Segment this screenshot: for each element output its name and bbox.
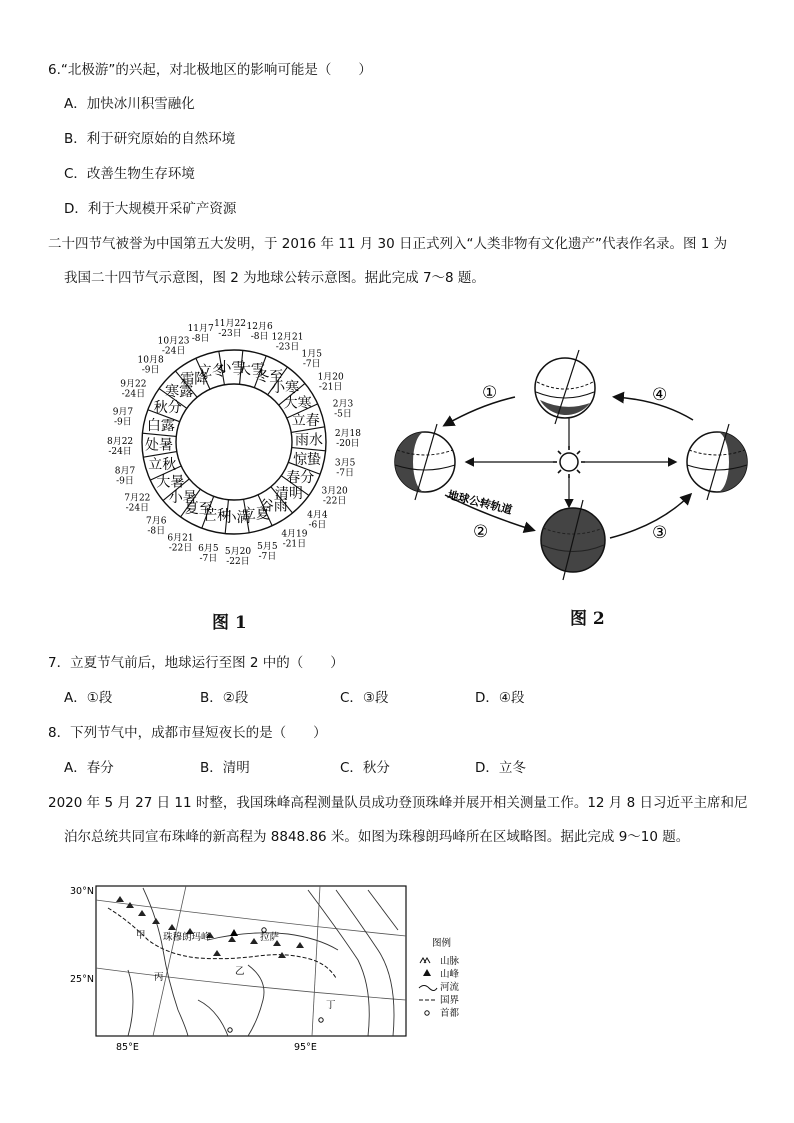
earth-left-icon <box>395 424 455 500</box>
map-legend <box>419 937 460 1019</box>
place-ding: 丁 <box>326 1000 336 1011</box>
solar-term-label: 冬至 <box>255 368 284 385</box>
solar-term-label: 小满 <box>222 509 251 526</box>
lhasa-label: 拉萨 <box>260 932 280 943</box>
q7-option-d: D．④段 <box>475 690 525 706</box>
solar-term-label: 秋分 <box>153 399 182 416</box>
map-svg <box>68 860 488 1060</box>
solar-term-label: 立春 <box>291 413 320 430</box>
question-7-stem: 7．立夏节气前后，地球运行至图 2 中的（ ） <box>48 655 344 671</box>
everest-region-map <box>68 860 488 1060</box>
solar-term-date: 10月23 -24日 <box>157 336 190 357</box>
solar-term-date: 12月21 -23日 <box>271 332 304 353</box>
intro-paragraph-1-line-1: 二十四节气被誉为中国第五大发明，于 2016 年 11 月 30 日正式列入“人类非物有文化遗产”代表作名录。图 1 为 <box>48 236 728 252</box>
solar-term-label: 大寒 <box>283 395 312 412</box>
place-bing: 丙 <box>154 972 164 983</box>
solar-term-date: 5月5 -7日 <box>257 542 278 563</box>
legend-mountain: 山脉 <box>440 956 460 967</box>
solar-term-date: 4月4 -6日 <box>307 510 328 531</box>
solar-term-date: 2月3 -5日 <box>332 399 354 420</box>
solar-term-label: 雨水 <box>294 432 323 449</box>
q6-option-a: A．加快冰川积雪融化 <box>64 96 195 112</box>
question-8-stem: 8．下列节气中，成都市昼短夜长的是（ ） <box>48 725 327 741</box>
q6-option-d: D．利于大规模开采矿产资源 <box>64 201 237 217</box>
lat-label-30n: 30°N <box>70 886 94 897</box>
figure-2-earth-orbit <box>385 300 760 600</box>
orbit-arc-1 <box>445 397 515 425</box>
solar-term-label: 寒露 <box>165 383 194 400</box>
solar-term-label: 霜降 <box>180 371 209 388</box>
intro-paragraph-2-line-1: 2020 年 5 月 27 日 11 时整，我国珠峰高程测量队员成功登顶珠峰并展开相关测量工作。12 月 8 日习近平主席和尼 <box>48 795 748 811</box>
sun-icon <box>553 446 585 478</box>
place-yi: 乙 <box>235 966 245 977</box>
solar-term-label: 清明 <box>274 486 303 503</box>
solar-term-date: 1月20 -21日 <box>317 372 344 393</box>
q6-option-b: B．利于研究原始的自然环境 <box>64 131 236 147</box>
solar-term-date: 6月5 -7日 <box>198 544 219 565</box>
segment-label-2: ② <box>473 522 489 542</box>
figure-1-solar-terms-wheel <box>78 292 390 592</box>
lat-label-25n: 25°N <box>70 974 94 985</box>
solar-term-label: 春分 <box>286 470 315 487</box>
solar-term-date: 3月20 -22日 <box>321 486 348 507</box>
solar-term-date: 7月6 -8日 <box>146 516 167 537</box>
legend-capital: 首都 <box>440 1008 460 1019</box>
solar-term-date: 11月7 -8日 <box>187 323 214 344</box>
intro-paragraph-2-line-2: 泊尔总统共同宣布珠峰的新高程为 8848.86 米。如图为珠穆朗玛峰所在区域略图。据此完成 9～10 题。 <box>64 829 690 845</box>
solar-term-date: 8月7 -9日 <box>114 466 136 487</box>
legend-peak: 山峰 <box>440 969 460 980</box>
solar-term-date: 3月5 -7日 <box>334 458 356 479</box>
solar-term-date: 1月5 -7日 <box>301 349 322 370</box>
solar-term-label: 小雪 <box>217 360 246 377</box>
solar-term-date: 4月19 -21日 <box>281 529 308 550</box>
solar-term-label: 立秋 <box>148 456 177 473</box>
q8-option-d: D．立冬 <box>475 760 526 776</box>
legend-title: 图例 <box>432 938 452 949</box>
legend-peak-icon <box>423 969 431 976</box>
orbit-arc-3 <box>610 495 690 538</box>
segment-label-3: ③ <box>652 523 668 543</box>
place-jia: 甲 <box>136 930 146 941</box>
segment-label-1: ① <box>482 383 498 403</box>
q7-option-c: C．③段 <box>340 690 389 706</box>
legend-mountain-icon <box>420 958 430 963</box>
figure-2-caption: 图 2 <box>570 609 605 629</box>
solar-term-date: 9月7 -9日 <box>112 407 134 428</box>
solar-term-label: 大暑 <box>156 474 185 491</box>
everest-label: 珠穆朗玛峰 <box>163 932 211 943</box>
solar-term-date: 11月22 -23日 <box>214 319 246 340</box>
solar-term-label: 小寒 <box>271 380 300 397</box>
solar-term-label: 处暑 <box>145 437 174 454</box>
solar-term-label: 小暑 <box>168 489 197 506</box>
q6-option-c: C．改善生物生存环境 <box>64 166 195 182</box>
solar-term-label: 立夏 <box>241 506 270 523</box>
solar-term-label: 惊蛰 <box>293 451 322 468</box>
solar-term-date: 6月21 -22日 <box>167 533 194 554</box>
legend-capital-icon <box>425 1011 429 1015</box>
legend-river: 河流 <box>440 982 460 993</box>
lon-label-95e: 95°E <box>294 1042 317 1053</box>
orbit-label: 地球公转轨道 <box>446 488 514 517</box>
solar-term-date: 10月8 -9日 <box>137 355 164 376</box>
question-6-stem: 6.“北极游”的兴起，对北极地区的影响可能是（ ） <box>48 62 372 78</box>
q8-option-c: C．秋分 <box>340 760 390 776</box>
figure-1-caption: 图 1 <box>212 613 247 633</box>
solar-term-date: 12月6 -8日 <box>246 321 273 342</box>
solar-term-label: 大雪 <box>236 361 265 378</box>
solar-term-label: 谷雨 <box>259 498 288 515</box>
earth-top-icon <box>535 350 595 424</box>
solar-term-date: 9月22 -24日 <box>120 379 147 400</box>
solar-term-date: 5月20 -22日 <box>224 546 252 567</box>
q7-option-b: B．②段 <box>200 690 249 706</box>
earth-orbit-svg <box>385 300 760 600</box>
solar-term-date: 7月22 -24日 <box>124 493 151 514</box>
earth-right-icon <box>687 424 747 500</box>
intro-paragraph-1-line-2: 我国二十四节气示意图，图 2 为地球公转示意图。据此完成 7～8 题。 <box>64 270 485 286</box>
solar-terms-wheel-svg <box>78 292 390 592</box>
lon-label-85e: 85°E <box>116 1042 139 1053</box>
q8-option-a: A．春分 <box>64 760 114 776</box>
segment-label-4: ④ <box>652 385 668 405</box>
q7-option-a: A．①段 <box>64 690 113 706</box>
earth-bottom-icon <box>541 500 605 580</box>
q8-option-b: B．清明 <box>200 760 250 776</box>
solar-term-label: 白露 <box>146 418 175 435</box>
solar-term-label: 立冬 <box>198 363 227 380</box>
legend-border: 国界 <box>440 995 460 1006</box>
legend-river-icon <box>419 986 437 991</box>
solar-term-label: 芒种 <box>203 508 232 525</box>
solar-term-label: 夏至 <box>184 501 213 518</box>
solar-term-date: 8月22 -24日 <box>106 436 134 457</box>
solar-term-date: 2月18 -20日 <box>334 429 362 450</box>
